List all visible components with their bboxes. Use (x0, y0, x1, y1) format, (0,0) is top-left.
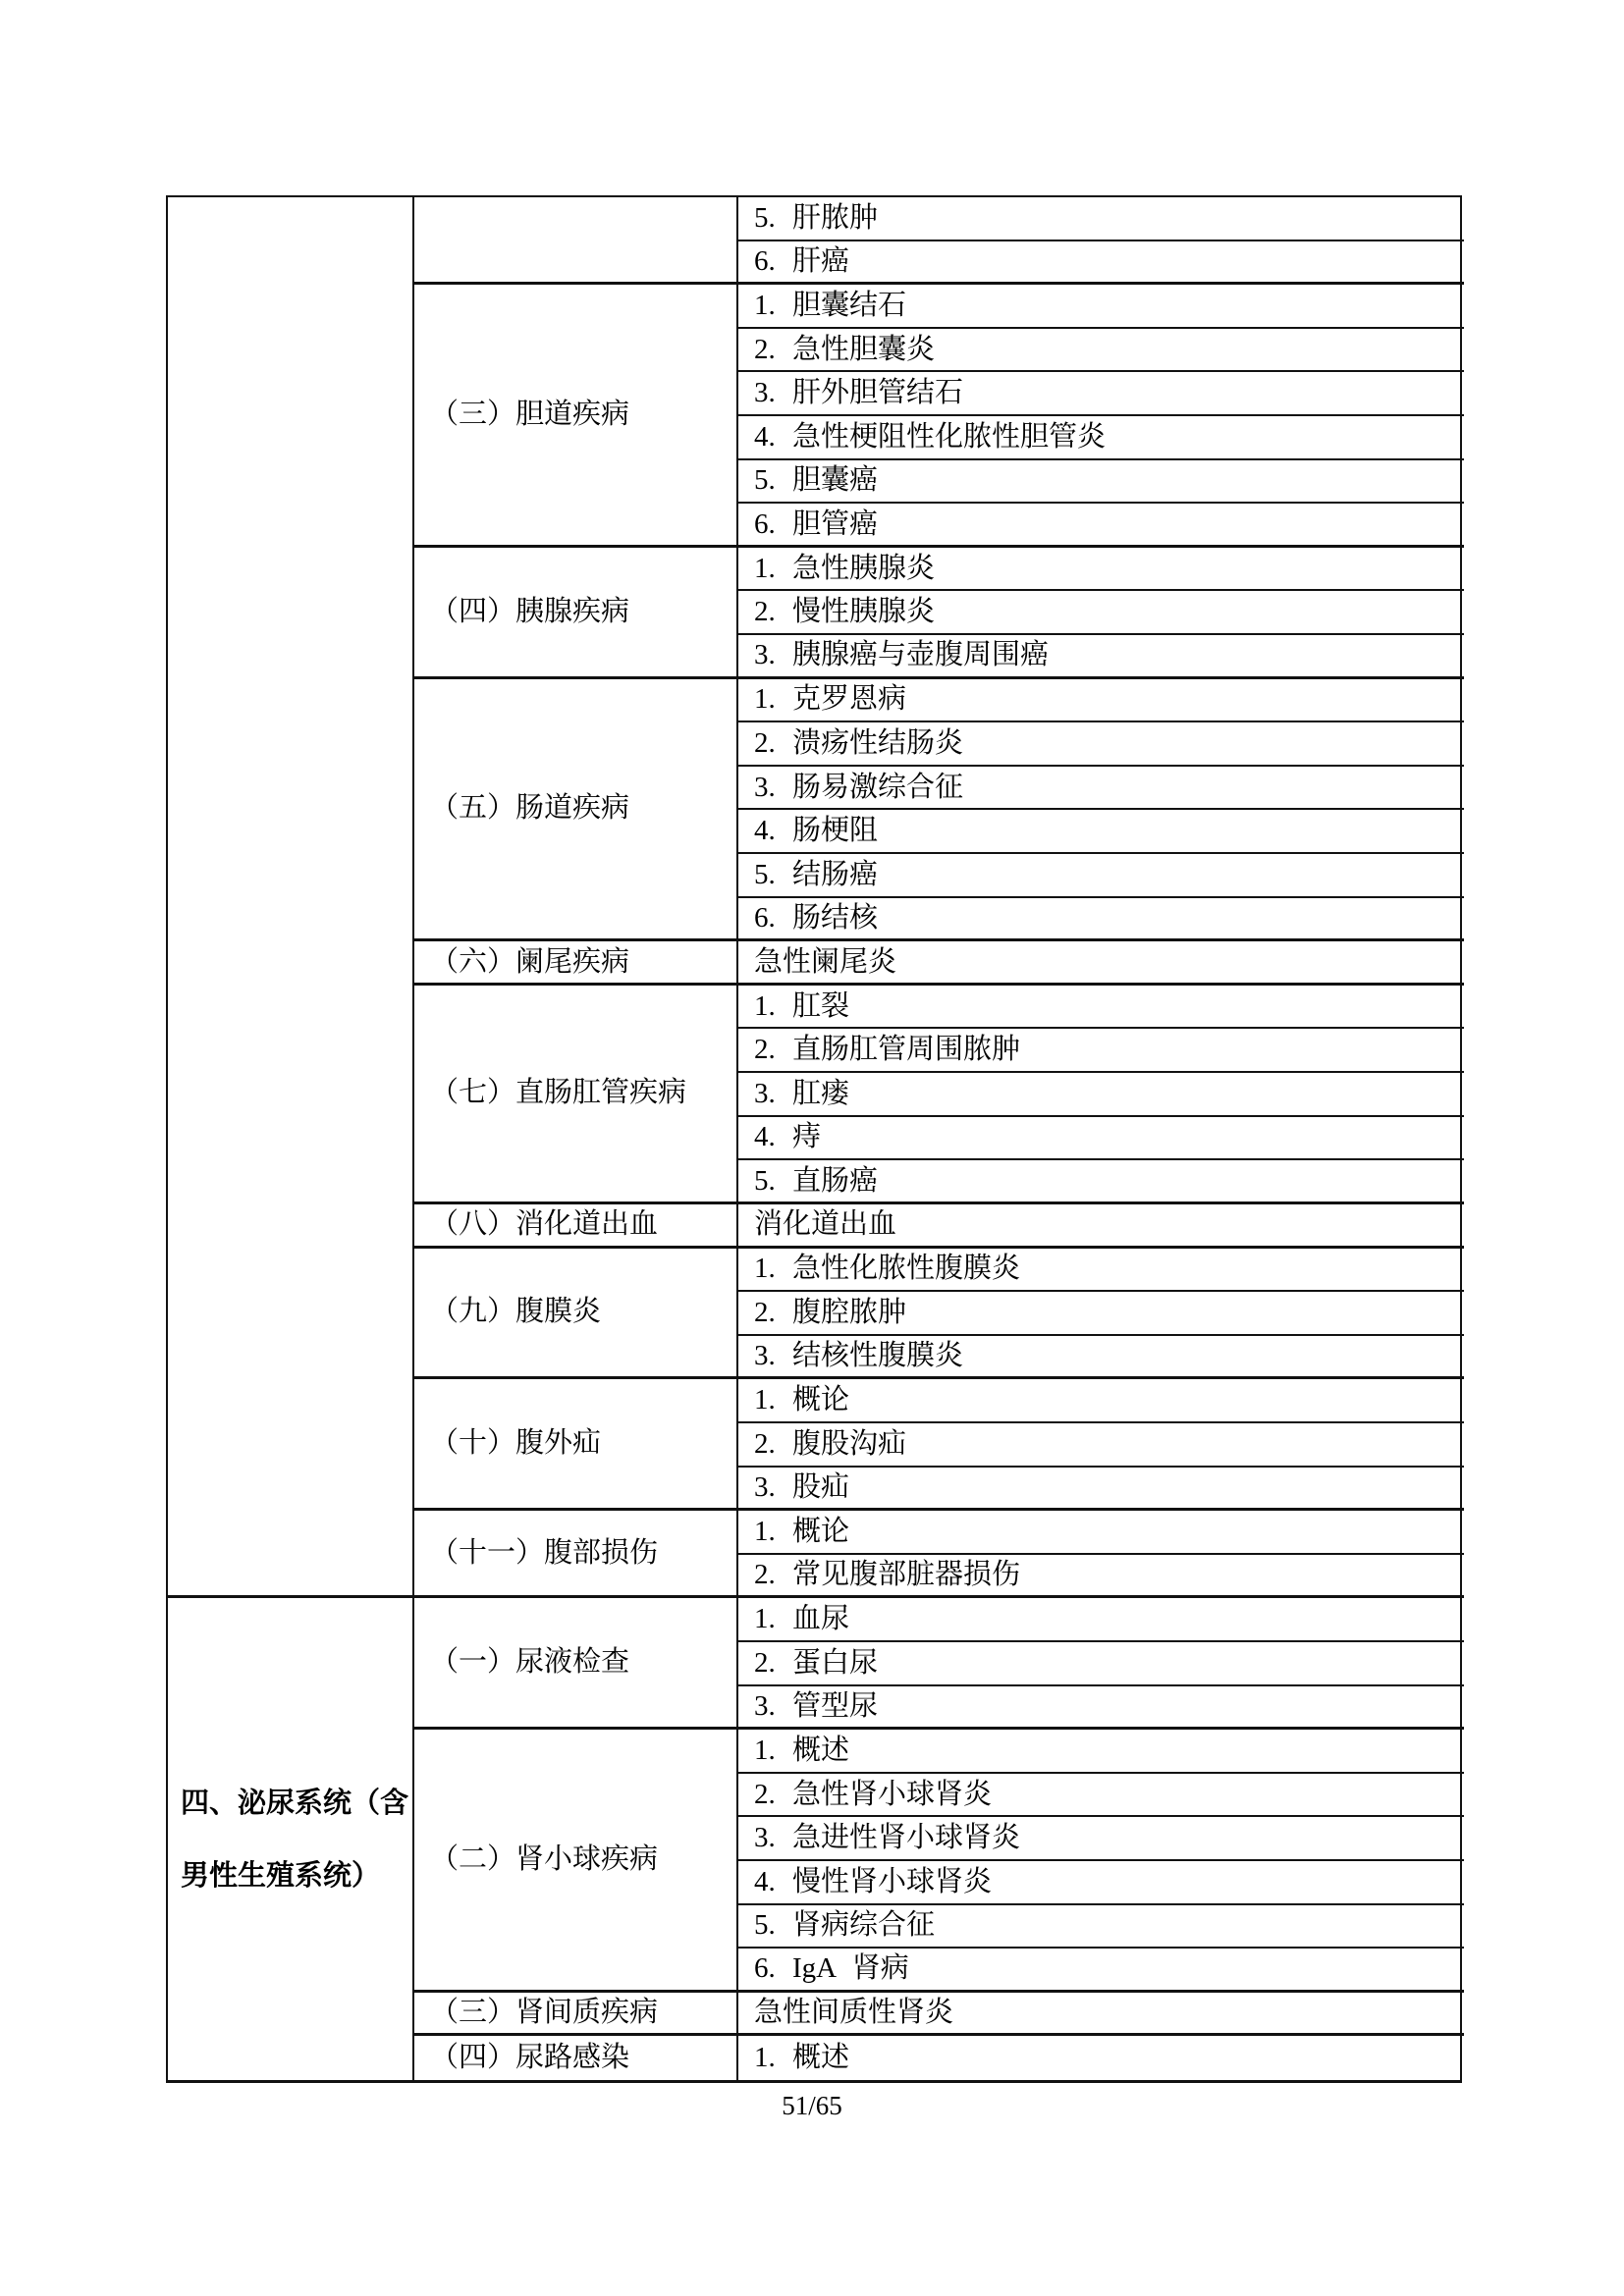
group-label-cell-uti: （四）尿路感染 (414, 2036, 738, 2080)
item-cell: 3. 肠易激综合征 (738, 767, 1464, 811)
group-label-cell-intestine: （五）肠道疾病 (414, 679, 738, 942)
item-cell: 2. 溃疡性结肠炎 (738, 722, 1464, 767)
item-cell: 2. 常见腹部脏器损伤 (738, 1555, 1464, 1599)
section-title-line-1: 四、泌尿系统（含 (181, 1787, 409, 1819)
group-label-cell-appendix: （六）阑尾疾病 (414, 941, 738, 986)
item-cell: 5. 直肠癌 (738, 1160, 1464, 1204)
item-cell: 2. 蛋白尿 (738, 1642, 1464, 1686)
syllabus-table (166, 195, 1462, 2083)
group-label-cell-peritonitis: （九）腹膜炎 (414, 1249, 738, 1380)
item-cell: 4. 急性梗阻性化脓性胆管炎 (738, 416, 1464, 460)
group-label-cell-gi-bleeding: （八）消化道出血 (414, 1204, 738, 1249)
item-cell: 1. 概述 (754, 2042, 850, 2074)
group-label-cell-pancreas: （四）胰腺疾病 (414, 548, 738, 679)
section-cell-urinary (168, 1598, 414, 2080)
item-cell: 4. 肠梗阻 (738, 810, 1464, 854)
section-cell-digestive-continued (168, 197, 414, 1598)
item-cell: 3. 结核性腹膜炎 (738, 1336, 1464, 1380)
item-cell: 3. 股疝 (738, 1468, 1464, 1512)
item-cell: 1. 概述 (738, 1730, 1464, 1774)
section-title-line-2: 男性生殖系统） (181, 1859, 381, 1892)
group-label-cell-glomerular: （二）肾小球疾病 (414, 1730, 738, 1993)
item-cell: 3. 肝外胆管结石 (738, 372, 1464, 416)
item-cell: 1. 概论 (738, 1379, 1464, 1423)
item-cell: 4. 慢性肾小球肾炎 (738, 1861, 1464, 1905)
item-cell: 6. 肠结核 (738, 898, 1464, 942)
group-label-cell-urine-test: （一）尿液检查 (414, 1598, 738, 1730)
group-label-cell-empty (414, 197, 738, 285)
item-cell: 2. 腹腔脓肿 (738, 1292, 1464, 1336)
group-label-cell-anorectal: （七）直肠肛管疾病 (414, 986, 738, 1204)
item-cell: 1. 急性化脓性腹膜炎 (738, 1249, 1464, 1293)
item-cell: 5. 胆囊癌 (738, 460, 1464, 505)
item-cell: 6. IgA 肾病 (738, 1949, 1464, 1993)
item-cell: 2. 腹股沟疝 (738, 1423, 1464, 1468)
item-cell: 5. 肾病综合征 (738, 1905, 1464, 1949)
item-cell: 1. 胆囊结石 (738, 285, 1464, 329)
item-cell: 急性间质性肾炎 (738, 1993, 1464, 2037)
group-label-cell-interstitial: （三）肾间质疾病 (414, 1993, 738, 2037)
group-label-cell-biliary: （三）胆道疾病 (414, 285, 738, 548)
item-cell: 3. 急进性肾小球肾炎 (738, 1817, 1464, 1861)
item-cell: 急性阑尾炎 (738, 941, 1464, 986)
item-cell: 6. 胆管癌 (738, 504, 1464, 548)
item-cell: 5. 肝脓肿 (738, 197, 1464, 241)
item-cell: 2. 急性胆囊炎 (738, 329, 1464, 373)
item-cell: 5. 结肠癌 (738, 854, 1464, 898)
item-cell: 1. 血尿 (738, 1598, 1464, 1642)
item-cell: 1. 肛裂 (738, 986, 1464, 1030)
item-cell: 3. 肛瘘 (738, 1073, 1464, 1117)
item-cell: 消化道出血 (738, 1204, 1464, 1249)
item-cell: 6. 肝癌 (738, 241, 1464, 286)
item-cell: 2. 直肠肛管周围脓肿 (738, 1029, 1464, 1073)
group-label-cell-hernia: （十）腹外疝 (414, 1379, 738, 1511)
item-cell: 3. 管型尿 (738, 1686, 1464, 1731)
item-cell: 4. 痔 (738, 1117, 1464, 1161)
item-cell: 3. 胰腺癌与壶腹周围癌 (738, 635, 1464, 679)
page-number: 51/65 (782, 2091, 842, 2120)
item-cell: 1. 概论 (738, 1511, 1464, 1555)
item-cell: 1. 克罗恩病 (738, 679, 1464, 723)
item-cell: 2. 慢性胰腺炎 (738, 591, 1464, 635)
group-label-cell-abdominal-injury: （十一）腹部损伤 (414, 1511, 738, 1598)
item-cell: 1. 急性胰腺炎 (738, 548, 1464, 592)
item-cell: 2. 急性肾小球肾炎 (738, 1774, 1464, 1818)
